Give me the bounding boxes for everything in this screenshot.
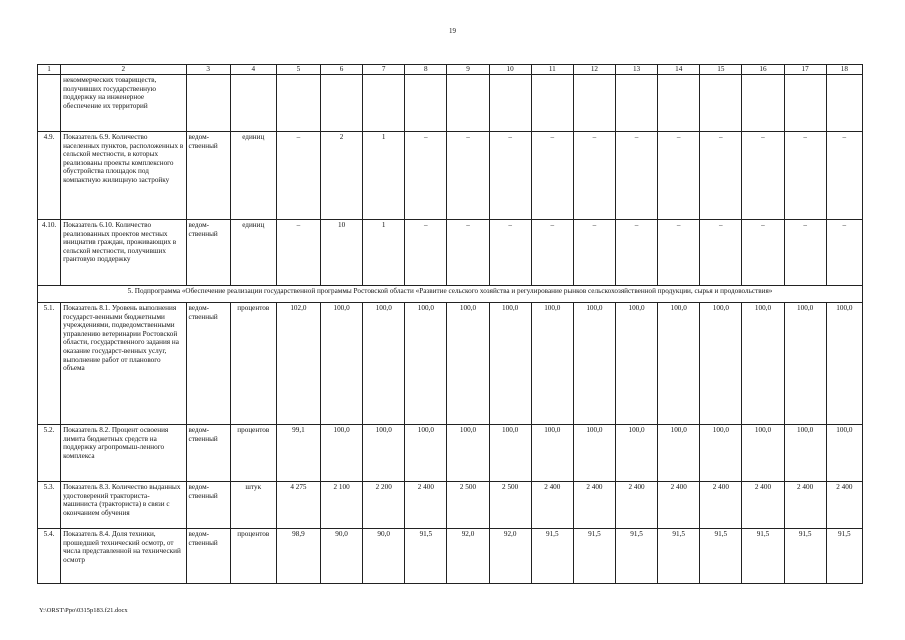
indicator-value: 100,0 — [321, 303, 363, 425]
indicator-value: – — [615, 220, 657, 286]
indicator-value: 91,5 — [658, 529, 700, 584]
table-row — [38, 529, 863, 584]
row-number: 5.1. — [38, 303, 61, 425]
indicator-value: – — [658, 220, 700, 286]
indicator-value — [784, 75, 826, 132]
indicator-value: 2 400 — [658, 482, 700, 529]
indicator-name: Показатель 8.4. Доля техники, прошедшей технический осмотр, от числа представленной на технический осмотр — [61, 529, 186, 584]
indicator-value: 91,5 — [700, 529, 742, 584]
indicator-value: 91,5 — [531, 529, 573, 584]
data-source: ведом-ственный — [186, 482, 230, 529]
column-number-header: 9 — [447, 65, 489, 75]
indicator-value: 2 — [321, 132, 363, 220]
indicator-value: 100,0 — [826, 303, 862, 425]
indicator-value: 100,0 — [615, 303, 657, 425]
indicator-value — [742, 75, 784, 132]
unit-of-measure: процентов — [230, 529, 276, 584]
indicator-value: – — [742, 132, 784, 220]
indicator-name: Показатель 6.10. Количество реализованных проектов местных инициатив граждан, проживающих в сельской местности, получивших грантовую поддержку — [61, 220, 186, 286]
indicator-value: – — [700, 132, 742, 220]
column-number-header: 10 — [489, 65, 531, 75]
table-row — [38, 482, 863, 529]
indicator-value: 2 400 — [615, 482, 657, 529]
indicator-value: 102,0 — [276, 303, 320, 425]
indicator-value: 2 400 — [784, 482, 826, 529]
column-number-header: 14 — [658, 65, 700, 75]
column-number-header: 12 — [573, 65, 615, 75]
indicator-value: – — [573, 220, 615, 286]
table-row — [38, 303, 863, 425]
column-number-header: 11 — [531, 65, 573, 75]
indicator-name: Показатель 8.2. Процент освоения лимита бюджетных средств на поддержку агропромыш-ленного комплекса — [61, 425, 186, 482]
indicator-value: 100,0 — [826, 425, 862, 482]
indicator-value: 100,0 — [700, 303, 742, 425]
row-number: 5.3. — [38, 482, 61, 529]
indicator-value: – — [489, 132, 531, 220]
indicator-name: Показатель 8.1. Уровень выполнения государст-венными бюджетными учреждениями, подведомственными управлению ветеринарии Ростовской области, государственного задания на оказание государст-венных услуг, выполнение работ от планового объема — [61, 303, 186, 425]
column-number-header: 15 — [700, 65, 742, 75]
indicator-value: – — [742, 220, 784, 286]
indicator-value: 2 400 — [531, 482, 573, 529]
indicator-value: 1 — [363, 220, 405, 286]
indicator-value: 91,5 — [742, 529, 784, 584]
indicator-value: 100,0 — [405, 303, 447, 425]
row-number: 5.4. — [38, 529, 61, 584]
table-row — [38, 132, 863, 220]
indicator-value: – — [826, 132, 862, 220]
column-number-header: 8 — [405, 65, 447, 75]
indicator-value — [321, 75, 363, 132]
indicator-value: 100,0 — [658, 425, 700, 482]
data-source — [186, 75, 230, 132]
indicator-value: 100,0 — [531, 425, 573, 482]
indicator-value: – — [784, 132, 826, 220]
subprogram-title: 5. Подпрограмма «Обеспечение реализации государственной программы Ростовской области «Развитие сельского хозяйства и регулирование рынков сельскохозяйственной продукции, сырья и продовольствия» — [38, 286, 863, 303]
indicator-value: 100,0 — [573, 303, 615, 425]
indicator-value: 98,9 — [276, 529, 320, 584]
indicator-value: 2 400 — [405, 482, 447, 529]
indicator-value: 100,0 — [573, 425, 615, 482]
indicator-value: 90,0 — [321, 529, 363, 584]
unit-of-measure: процентов — [230, 425, 276, 482]
indicator-value: – — [489, 220, 531, 286]
indicator-value: 100,0 — [615, 425, 657, 482]
indicator-value: 100,0 — [363, 425, 405, 482]
row-number: 5.2. — [38, 425, 61, 482]
indicator-value: 2 100 — [321, 482, 363, 529]
indicator-value: – — [531, 220, 573, 286]
indicator-value: 92,0 — [447, 529, 489, 584]
indicator-value — [405, 75, 447, 132]
indicator-value — [700, 75, 742, 132]
indicator-value: – — [658, 132, 700, 220]
indicator-value: – — [447, 132, 489, 220]
indicator-value: 100,0 — [742, 303, 784, 425]
indicator-value — [447, 75, 489, 132]
indicator-value: 2 500 — [447, 482, 489, 529]
indicator-value: – — [531, 132, 573, 220]
indicator-value — [363, 75, 405, 132]
indicator-value: – — [276, 132, 320, 220]
indicator-value: 91,5 — [826, 529, 862, 584]
indicator-value: – — [405, 132, 447, 220]
indicator-value: 2 200 — [363, 482, 405, 529]
indicator-value — [531, 75, 573, 132]
indicator-value: 100,0 — [531, 303, 573, 425]
table-row — [38, 425, 863, 482]
page-number: 19 — [449, 27, 456, 35]
data-source: ведом-ственный — [186, 303, 230, 425]
indicator-value: 100,0 — [489, 303, 531, 425]
indicator-value: – — [826, 220, 862, 286]
indicator-value: 99,1 — [276, 425, 320, 482]
indicator-value: 100,0 — [700, 425, 742, 482]
indicator-name: Показатель 6.9. Количество населенных пунктов, расположенных в сельской местности, в которых реализованы проекты комплексного обустройства площадок под компактную жилищную застройку — [61, 132, 186, 220]
column-number-header: 18 — [826, 65, 862, 75]
indicator-value: 2 400 — [742, 482, 784, 529]
indicator-value — [615, 75, 657, 132]
indicator-value: 100,0 — [489, 425, 531, 482]
column-number-header: 1 — [38, 65, 61, 75]
column-number-header: 2 — [61, 65, 186, 75]
indicator-value: 100,0 — [363, 303, 405, 425]
indicator-value: – — [615, 132, 657, 220]
indicator-value: – — [276, 220, 320, 286]
subprogram-section-row — [38, 286, 863, 303]
data-source: ведом-ственный — [186, 425, 230, 482]
file-path-footer: Y:\ORST\Ppo\0315p183.f21.docx — [39, 607, 128, 614]
column-number-header: 3 — [186, 65, 230, 75]
indicator-value: 2 400 — [700, 482, 742, 529]
unit-of-measure: единиц — [230, 132, 276, 220]
indicator-value: 100,0 — [405, 425, 447, 482]
indicator-value: 100,0 — [321, 425, 363, 482]
indicator-name: Показатель 8.3. Количество выданных удостоверений тракториста-машиниста (тракториста) в связи с окончанием обучения — [61, 482, 186, 529]
indicator-value: 91,5 — [784, 529, 826, 584]
indicator-value: 90,0 — [363, 529, 405, 584]
data-source: ведом-ственный — [186, 220, 230, 286]
indicator-value: – — [447, 220, 489, 286]
column-number-header: 6 — [321, 65, 363, 75]
indicator-value: 4 275 — [276, 482, 320, 529]
indicator-value: – — [700, 220, 742, 286]
column-number-header: 5 — [276, 65, 320, 75]
data-source: ведом-ственный — [186, 132, 230, 220]
indicator-value: 91,5 — [573, 529, 615, 584]
indicator-value — [658, 75, 700, 132]
indicator-value: 100,0 — [784, 425, 826, 482]
unit-of-measure — [230, 75, 276, 132]
indicator-value: 91,5 — [405, 529, 447, 584]
column-number-header: 4 — [230, 65, 276, 75]
indicator-value: 100,0 — [784, 303, 826, 425]
header-row — [38, 65, 863, 75]
table-row — [38, 220, 863, 286]
unit-of-measure: штук — [230, 482, 276, 529]
indicator-value: 100,0 — [447, 425, 489, 482]
column-number-header: 7 — [363, 65, 405, 75]
indicator-value: 2 400 — [573, 482, 615, 529]
column-number-header: 13 — [615, 65, 657, 75]
indicator-value: 10 — [321, 220, 363, 286]
data-source: ведом-ственный — [186, 529, 230, 584]
indicator-value — [826, 75, 862, 132]
indicator-name: некоммерческих товариществ, получивших государственную поддержку на инженерное обеспечение их территорий — [61, 75, 186, 132]
indicator-value: 2 500 — [489, 482, 531, 529]
indicator-value: 91,5 — [615, 529, 657, 584]
indicator-value — [573, 75, 615, 132]
row-number — [38, 75, 61, 132]
indicator-value: – — [573, 132, 615, 220]
column-number-header: 16 — [742, 65, 784, 75]
indicator-value: 100,0 — [658, 303, 700, 425]
indicator-value: – — [405, 220, 447, 286]
indicator-value: 2 400 — [826, 482, 862, 529]
indicator-value: 1 — [363, 132, 405, 220]
indicator-value: 100,0 — [447, 303, 489, 425]
unit-of-measure: единиц — [230, 220, 276, 286]
indicator-value: 100,0 — [742, 425, 784, 482]
column-number-header: 17 — [784, 65, 826, 75]
table-row — [38, 75, 863, 132]
indicators-table — [37, 64, 863, 584]
row-number: 4.9. — [38, 132, 61, 220]
indicator-value: – — [784, 220, 826, 286]
indicator-value — [276, 75, 320, 132]
row-number: 4.10. — [38, 220, 61, 286]
indicator-value — [489, 75, 531, 132]
indicator-value: 92,0 — [489, 529, 531, 584]
unit-of-measure: процентов — [230, 303, 276, 425]
